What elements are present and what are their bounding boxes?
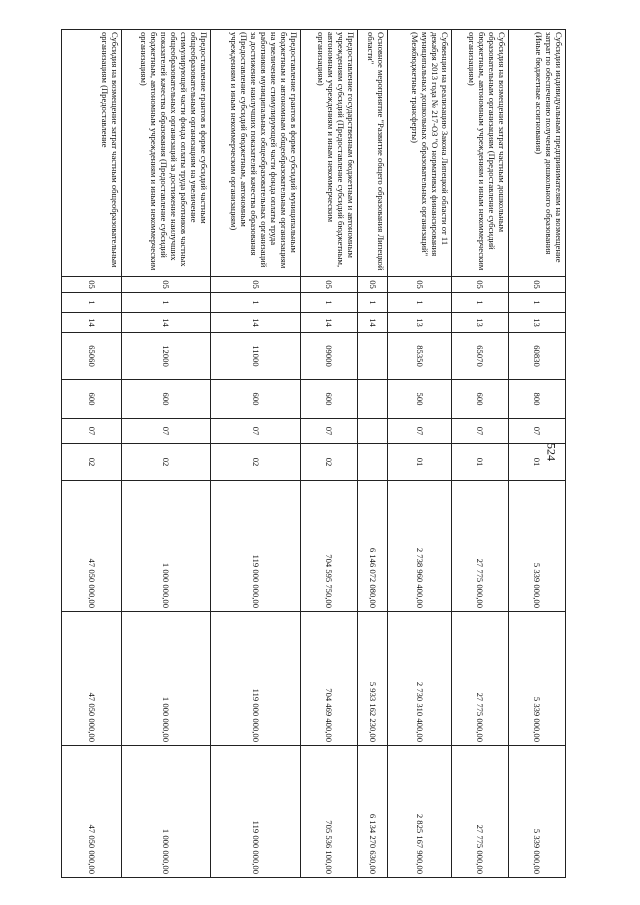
table-row xyxy=(388,30,452,878)
code-4-cell: 09000 xyxy=(301,333,358,380)
code-6-cell xyxy=(358,419,388,444)
code-1-cell: 05 xyxy=(452,277,509,293)
code-6-cell: 07 xyxy=(452,419,509,444)
amount-1-cell: 5 339 000,00 xyxy=(509,481,566,612)
code-1-cell: 05 xyxy=(122,277,211,293)
row-name-cell: Предоставление государственным бюджетным и автономным учреждениям субсидий (Предоставление субсидий бюджетным, автономным учреждениям и иным некоммерческим организациям) xyxy=(301,30,358,277)
code-2-cell: 1 xyxy=(358,293,388,313)
row-name-cell: Субсидия на возмещение затрат частным дошкольным образовательным организациям (Предоставление субсидий бюджетным, автономным учреждениям и иным некоммерческим организациям) xyxy=(452,30,509,277)
code-1-cell: 05 xyxy=(301,277,358,293)
table-row xyxy=(509,30,566,878)
code-4-cell: 12000 xyxy=(122,333,211,380)
code-6-cell: 07 xyxy=(301,419,358,444)
code-6-cell: 07 xyxy=(509,419,566,444)
amount-3-cell: 705 536 100,00 xyxy=(301,746,358,878)
code-7-cell: 01 xyxy=(452,444,509,481)
code-7-cell: 02 xyxy=(301,444,358,481)
amount-2-cell: 704 469 400,00 xyxy=(301,612,358,746)
code-3-cell: 13 xyxy=(388,313,452,333)
row-name-cell: Предоставление грантов в форме субсидий частным общеобразовательным организациям на увеличение стимулирующей части фонда оплаты труда работников частных общеобразовательных организаций за достижение наилучших показателей качества образования (Предоставление субсидий бюджетным, автономным учреждениям и иным некоммерческим организациям) xyxy=(122,30,211,277)
amount-1-cell: 6 146 072 080,00 xyxy=(358,481,388,612)
code-4-cell: 65060 xyxy=(62,333,122,380)
code-1-cell: 05 xyxy=(358,277,388,293)
code-3-cell: 14 xyxy=(211,313,301,333)
code-1-cell: 05 xyxy=(509,277,566,293)
amount-2-cell: 1 000 000,00 xyxy=(122,612,211,746)
code-5-cell xyxy=(358,380,388,419)
code-5-cell: 600 xyxy=(62,380,122,419)
code-2-cell: 1 xyxy=(301,293,358,313)
code-5-cell: 600 xyxy=(122,380,211,419)
code-2-cell: 1 xyxy=(452,293,509,313)
amount-3-cell: 119 000 000,00 xyxy=(211,746,301,878)
table-row xyxy=(211,30,301,878)
row-name-cell: Субсидии индивидуальным предпринимателям на возмещение затрат по обеспечению получения дошкольного образования (Иные бюджетные ассигнования) xyxy=(509,30,566,277)
amount-1-cell: 27 775 000,00 xyxy=(452,481,509,612)
amount-2-cell: 47 050 000,00 xyxy=(62,612,122,746)
row-name-cell: Основное мероприятие "Развитие общего образования Липецкой области" xyxy=(358,30,388,277)
amount-2-cell: 2 730 310 400,00 xyxy=(388,612,452,746)
code-1-cell: 05 xyxy=(62,277,122,293)
code-4-cell: 85350 xyxy=(388,333,452,380)
code-2-cell: 1 xyxy=(509,293,566,313)
code-3-cell: 14 xyxy=(62,313,122,333)
amount-3-cell: 2 825 167 900,00 xyxy=(388,746,452,878)
amount-2-cell: 5 933 162 230,00 xyxy=(358,612,388,746)
table-row xyxy=(62,30,122,878)
amount-3-cell: 6 134 270 630,00 xyxy=(358,746,388,878)
code-7-cell xyxy=(358,444,388,481)
amount-2-cell: 5 339 000,00 xyxy=(509,612,566,746)
amount-3-cell: 27 775 000,00 xyxy=(452,746,509,878)
code-3-cell: 14 xyxy=(122,313,211,333)
amount-1-cell: 1 000 000,00 xyxy=(122,481,211,612)
code-4-cell: 60830 xyxy=(509,333,566,380)
code-7-cell: 02 xyxy=(211,444,301,481)
amount-1-cell: 704 595 750,00 xyxy=(301,481,358,612)
code-2-cell: 1 xyxy=(62,293,122,313)
row-name-cell: Субвенции на реализацию Закона Липецкой области от 11 декабря 2013 года № 217-ОЗ "О нормативах финансирования муниципальных дошкольных образовательных организаций" (Межбюджетные трансферты) xyxy=(388,30,452,277)
code-5-cell: 500 xyxy=(388,380,452,419)
code-3-cell: 13 xyxy=(509,313,566,333)
code-7-cell: 01 xyxy=(509,444,566,481)
code-7-cell: 02 xyxy=(122,444,211,481)
amount-1-cell: 119 000 000,00 xyxy=(211,481,301,612)
table-row xyxy=(301,30,358,878)
code-5-cell: 600 xyxy=(211,380,301,419)
code-6-cell: 07 xyxy=(388,419,452,444)
table-row xyxy=(452,30,509,878)
budget-table-container xyxy=(62,29,566,877)
code-4-cell: 65070 xyxy=(452,333,509,380)
amount-2-cell: 119 000 000,00 xyxy=(211,612,301,746)
amount-3-cell: 47 050 000,00 xyxy=(62,746,122,878)
code-3-cell: 13 xyxy=(452,313,509,333)
code-2-cell: 1 xyxy=(211,293,301,313)
code-1-cell: 05 xyxy=(388,277,452,293)
code-2-cell: 1 xyxy=(122,293,211,313)
code-2-cell: 1 xyxy=(388,293,452,313)
code-6-cell: 07 xyxy=(62,419,122,444)
code-7-cell: 01 xyxy=(388,444,452,481)
amount-3-cell: 5 339 000,00 xyxy=(509,746,566,878)
amount-3-cell: 1 000 000,00 xyxy=(122,746,211,878)
code-4-cell: 11000 xyxy=(211,333,301,380)
row-name-cell: Субсидия на возмещение затрат частным общеобразовательным организациям (Предоставление xyxy=(62,30,122,277)
amount-2-cell: 27 775 000,00 xyxy=(452,612,509,746)
row-name-cell: Предоставление грантов в форме субсидий муниципальным бюджетным и автономным общеобразовательным организациям на увеличение стимулирующей части фонда оплаты труда работников муниципальных общеобразовательных организаций за достижение наилучших показателей качества образования (Предоставление субсидий бюджетным, автономным учреждениям и иным некоммерческим организациям) xyxy=(211,30,301,277)
code-3-cell: 14 xyxy=(358,313,388,333)
code-1-cell: 05 xyxy=(211,277,301,293)
code-6-cell: 07 xyxy=(211,419,301,444)
table-body xyxy=(62,30,566,878)
table-row xyxy=(358,30,388,878)
code-5-cell: 800 xyxy=(509,380,566,419)
code-5-cell: 600 xyxy=(452,380,509,419)
code-7-cell: 02 xyxy=(62,444,122,481)
code-6-cell: 07 xyxy=(122,419,211,444)
table-row xyxy=(122,30,211,878)
page-number: 524 xyxy=(544,443,559,461)
amount-1-cell: 47 050 000,00 xyxy=(62,481,122,612)
code-5-cell: 600 xyxy=(301,380,358,419)
code-4-cell xyxy=(358,333,388,380)
budget-table xyxy=(61,29,566,878)
code-3-cell: 14 xyxy=(301,313,358,333)
amount-1-cell: 2 738 960 400,00 xyxy=(388,481,452,612)
